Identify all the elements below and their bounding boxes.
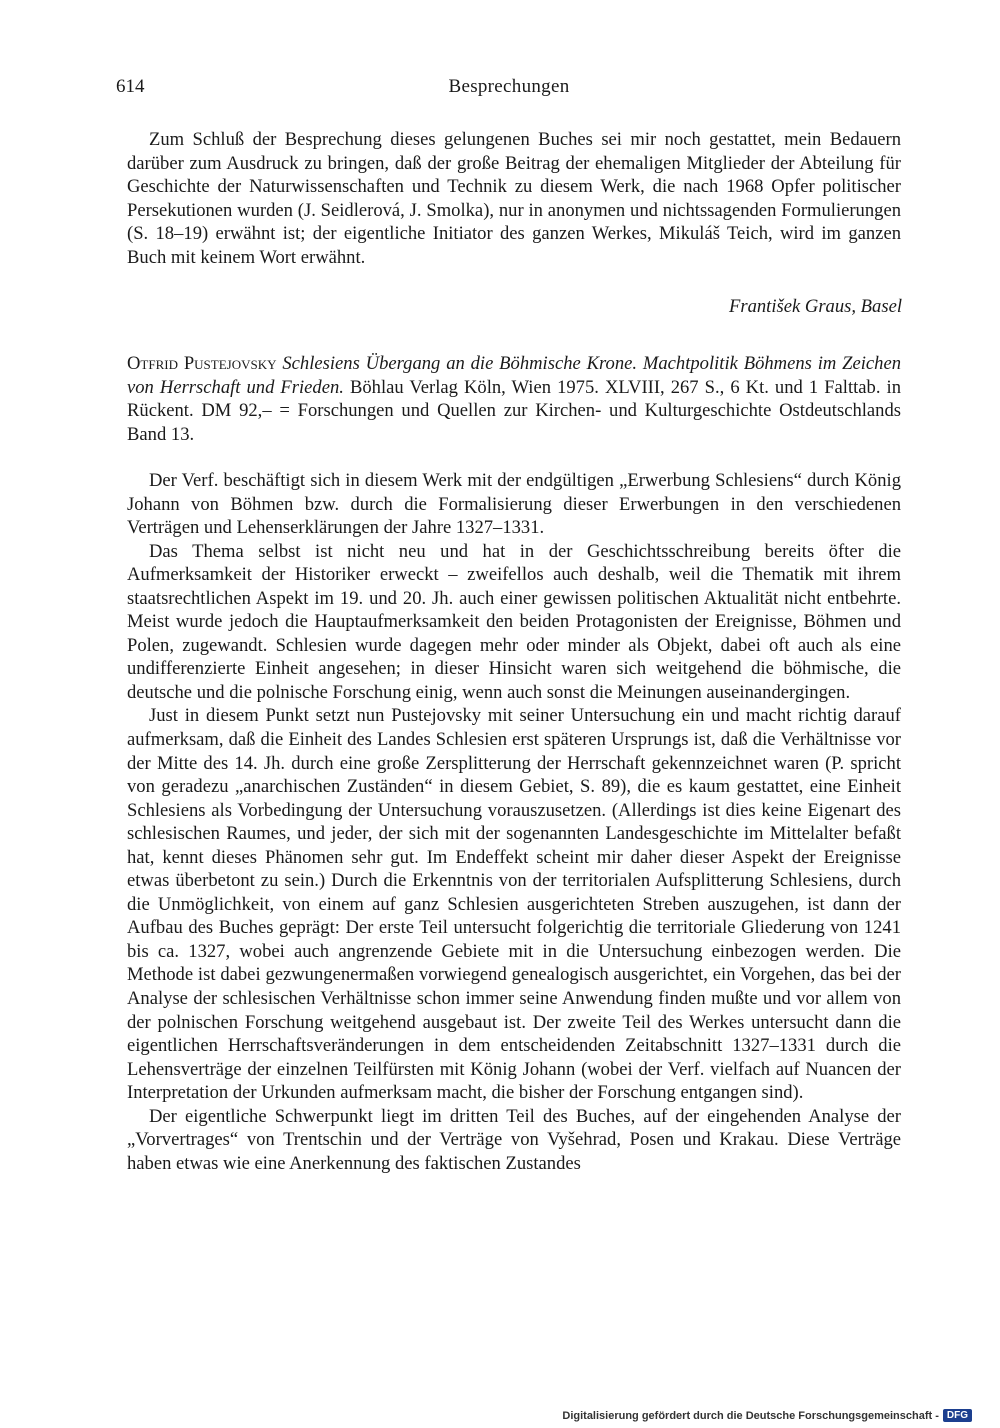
credit-text: Digitalisierung gefördert durch die Deutsche Forschungsgemeinschaft - — [562, 1409, 939, 1422]
review-paragraph: Das Thema selbst ist nicht neu und hat in der Geschichtsschreibung bereits öfter die Aufmerksamkeit der Historiker erweckt – zweifellos auch deshalb, weil die Thematik mit ihrem staatsrechtlichen Aspekt im 19. und 20. Jh. auch einer gewissen politischen Aktualität nicht entbehrte. Meist wurde jedoch die Hauptaufmerksamkeit den beiden Protagonisten der Ereignisse, Böhmen und Polen, zugewandt. Schlesien wurde dagegen mehr oder minder als Objekt, dabei oft auch als eine undifferenzierte Einheit angesehen; in dieser Hinsicht waren sich weitgehend die böhmische, die deutsche und die polnische Forschung einig, wenn auch sonst die Meinungen auseinandergingen. — [127, 540, 901, 703]
book-author: Otfrid Pustejovsky — [127, 353, 277, 374]
page-number: 614 — [116, 76, 145, 97]
book-details: Böhlau Verlag Köln, Wien 1975. XLVIII, 267 S., 6 Kt. und 1 Falttab. in Rückent. DM 92,– = Forschungen und Quellen zur Kirchen- und Kulturgeschichte Ostdeutschlands Band 13. — [127, 376, 901, 445]
review-body — [127, 469, 901, 1175]
running-head: Besprechungen — [448, 76, 570, 97]
book-title: Schlesiens Übergang an die Böhmische Krone. Machtpolitik Böhmens im Zeichen von Herrschaft und Frieden. — [127, 353, 901, 398]
previous-review-closing-paragraph: Zum Schluß der Besprechung dieses gelungenen Buches sei mir noch gestattet, mein Bedauern darüber zum Ausdruck zu bringen, daß der große Beitrag der ehemaligen Mitglieder der Abteilung für Geschichte der Naturwissenschaften und Technik zu diesem Werk, die nach 1968 Opfer politischer Persekutionen wurden (J. Seidlerová, J. Smolka), nur in anonymen und nichtssagenden Formulierungen (S. 18–19) erwähnt ist; der eigentliche Initiator des ganzen Werkes, Mikuláš Teich, wird im ganzen Buch mit keinem Wort erwähnt. — [127, 129, 901, 268]
dfg-logo: DFG — [943, 1409, 972, 1422]
page-header — [116, 76, 902, 102]
digitization-credit — [562, 1409, 972, 1422]
review-paragraph: Der eigentliche Schwerpunkt liegt im dritten Teil des Buches, auf der eingehenden Analyse der „Vorvertrages“ von Trentschin und der Verträge von Vyšehrad, Posen und Krakau. Diese Verträge haben etwas wie eine Anerkennung des faktischen Zustandes — [127, 1105, 901, 1174]
review-paragraph: Der Verf. beschäftigt sich in diesem Werk mit der endgültigen „Erwerbung Schlesiens“ durch König Johann von Böhmen bzw. durch die Formalisierung dieser Erwerbungen in den verschiedenen Verträgen und Lehenserklärungen der Jahre 1327–1331. — [127, 470, 901, 539]
review-paragraph: Just in diesem Punkt setzt nun Pustejovsky mit seiner Untersuchung ein und macht richtig darauf aufmerksam, daß die Einheit des Landes Schlesien erst späteren Ursprungs ist, daß die Verhältnisse vor der Mitte des 14. Jh. durch eine große Zersplitterung der Herrschaft gekennzeichnet waren (P. spricht von geradezu „anarchischen Zuständen“ in diesem Gebiet, S. 89), die es kaum gestattet, eine Einheit Schlesiens als Vorbedingung der Untersuchung vorauszusetzen. (Allerdings ist dies keine Eigenart des schlesischen Raumes, und jeder, der sich mit der sogenannten Landesgeschichte im Mittelalter befaßt hat, kennt dieses Phänomen sehr gut. Im Endeffekt scheint mir daher dieser Aspekt der Ereignisse etwas überbetont zu sein.) Durch die Erkenntnis von der territorialen Aufsplitterung Schlesiens, durch die Unmöglichkeit, von einem auf ganz Schlesien ausgerichteten Streben auszugehen, ist dann der Aufbau des Buches geprägt: Der erste Teil untersucht folgerichtig die territoriale Gliederung von 1241 bis ca. 1327, wobei auch angrenzende Gebiete mit in die Untersuchung einbezogen werden. Die Methode ist dabei gezwungenermaßen vorwiegend genealogisch ausgerichtet, ein Vorgehen, das bei der Analyse der schlesischen Verhältnisse schon immer seine Anwendung finden mußte und vor allem von der polnischen Forschung weitgehend ausgebaut ist. Der zweite Teil des Werkes untersucht dann die eigentlichen Herrschaftsveränderungen in dem entscheidenden Zeitabschnitt 1327–1331 durch die Lehensverträge der einzelnen Teilfürsten mit König Johann (wobei der Verf. vielfach auf Nuancen der Interpretation der Urkunden aufmerksam macht, die bisher der Forschung entgangen sind). — [127, 705, 901, 1104]
bibliographic-entry — [127, 352, 901, 446]
reviewer-signature: František Graus, Basel — [728, 296, 902, 317]
